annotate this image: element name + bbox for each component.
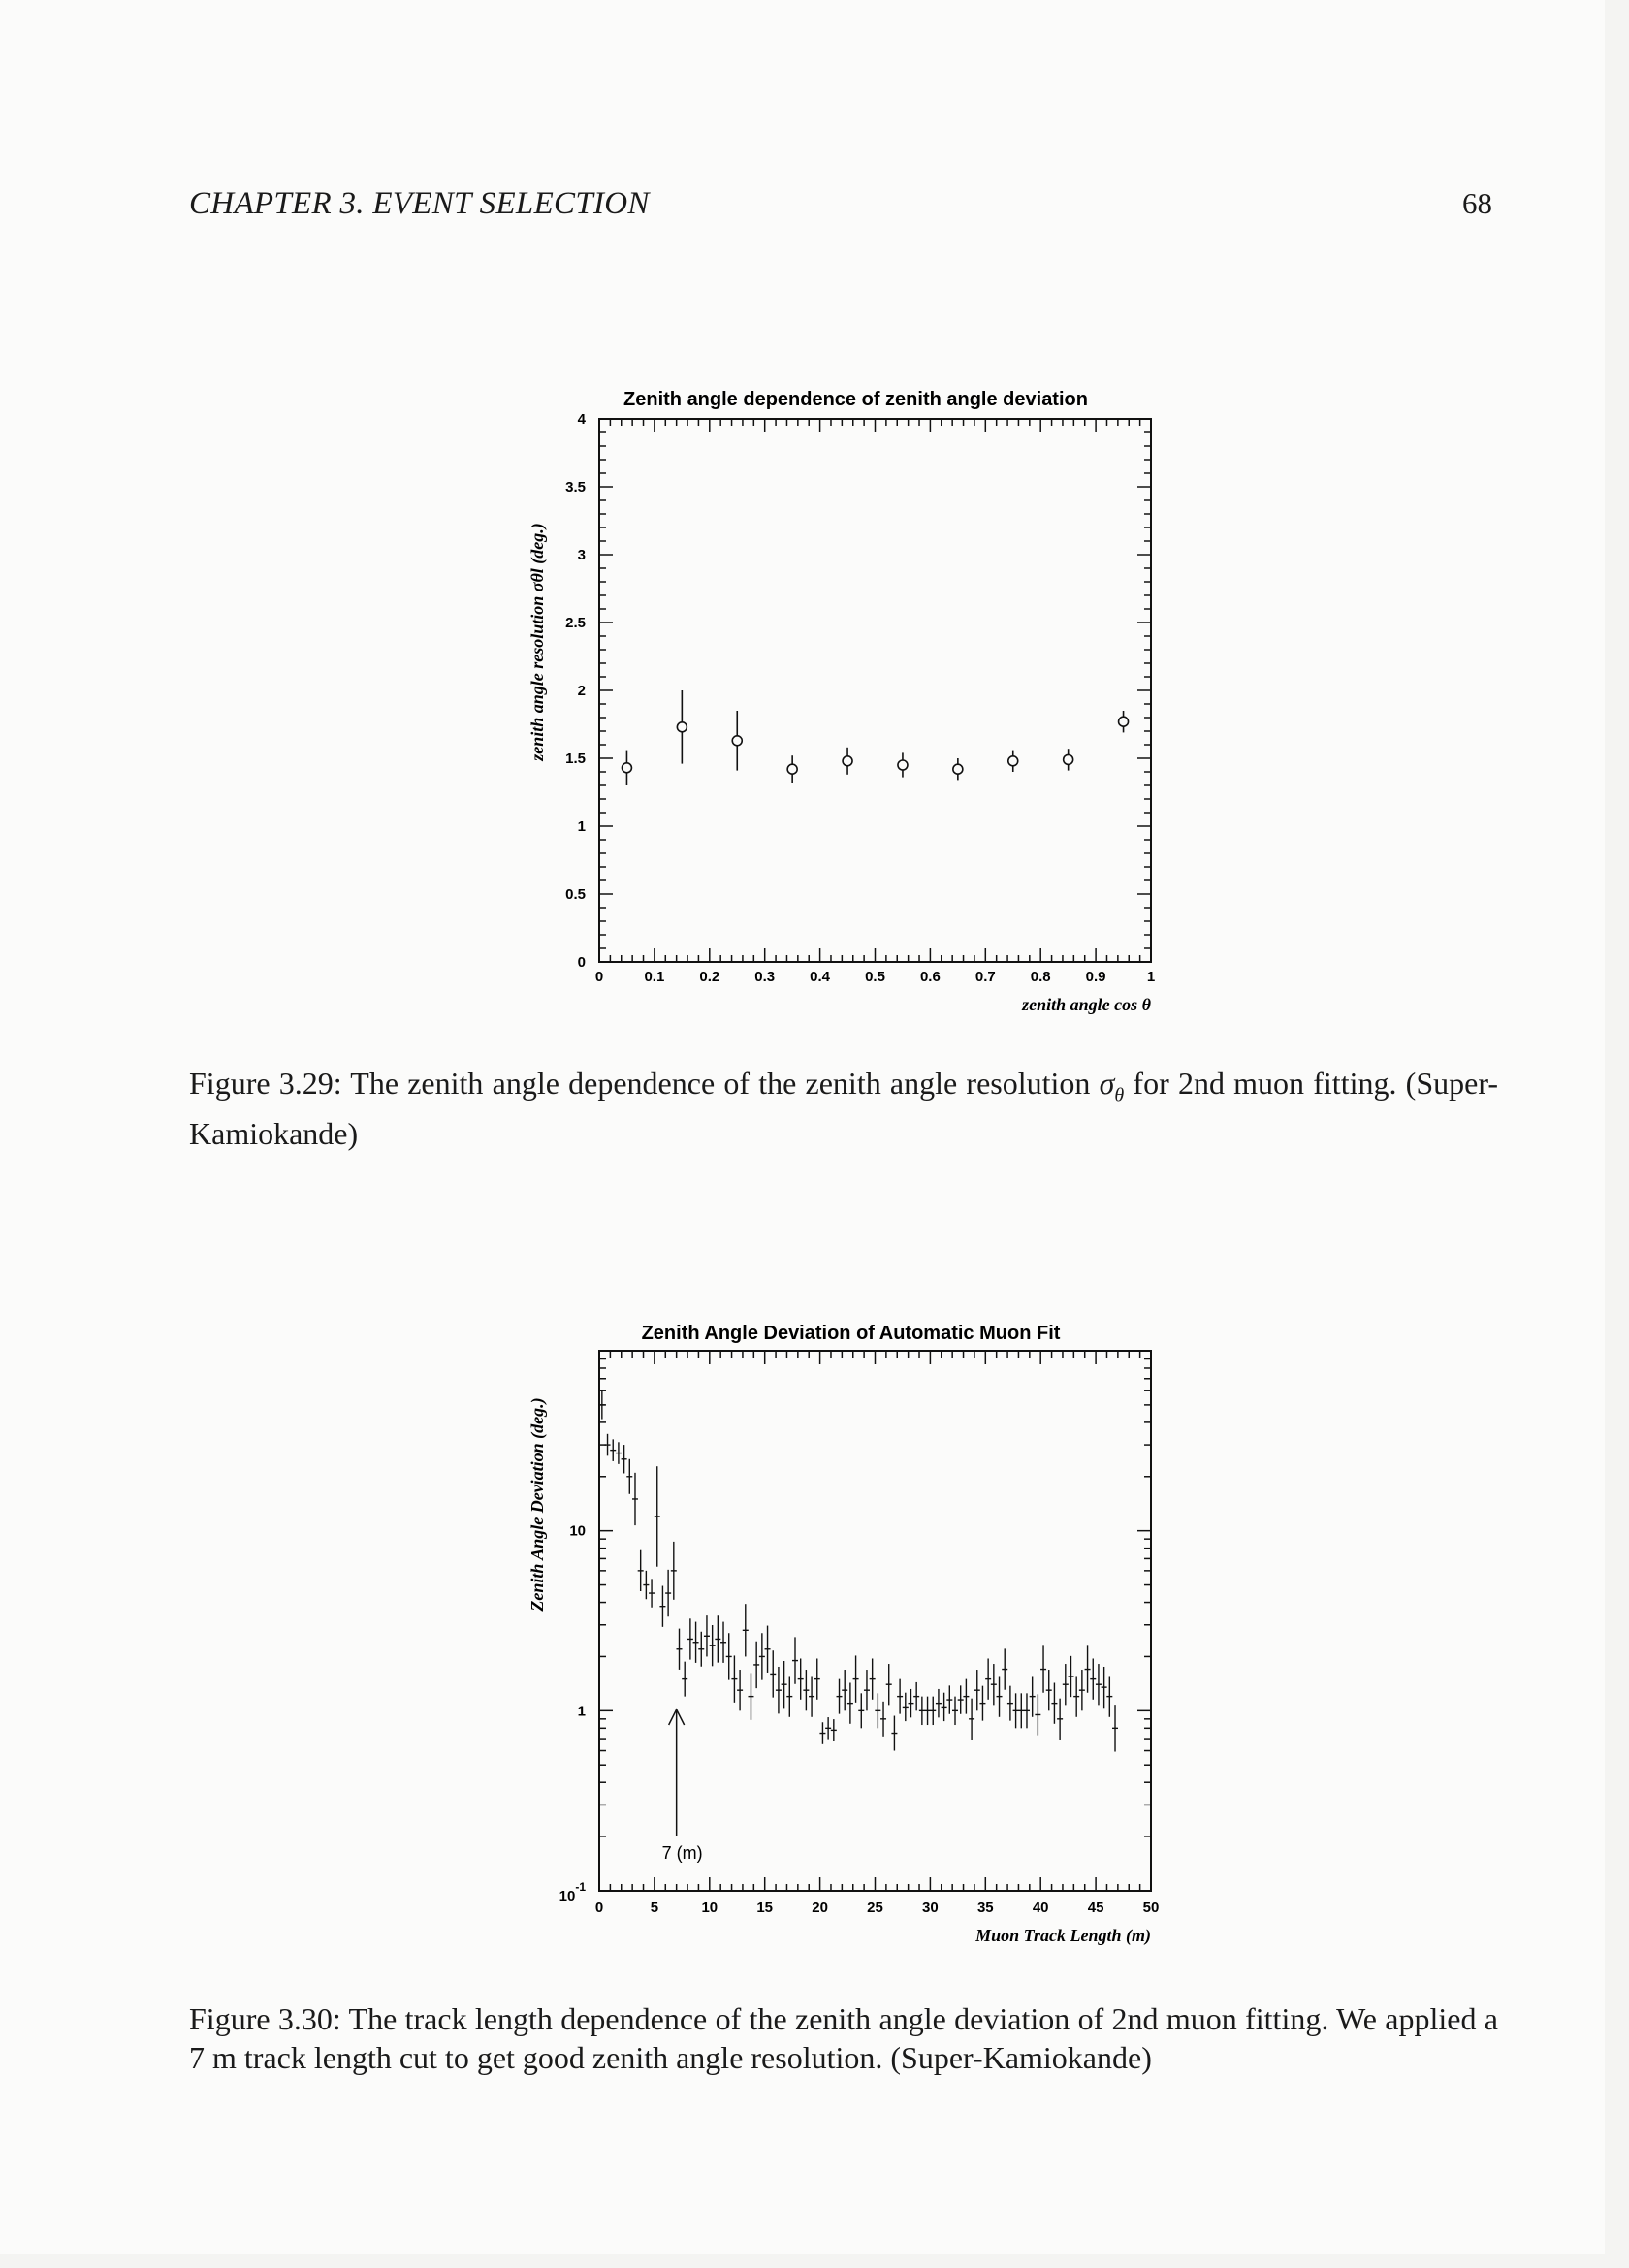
x-tick-label: 35: [976, 1900, 994, 1916]
figure-3-30-caption: Figure 3.30: The track length dependence of the zenith angle deviation of 2nd muon fitting. We applied a 7 m track length cut to get good zenith angle resolution. (Super-Kamiokande): [189, 2001, 1498, 2075]
x-tick-label: 30: [922, 1900, 939, 1916]
y-axis-label: Zenith Angle Deviation (deg.): [527, 1397, 547, 1612]
y-tick-label: 1: [577, 818, 586, 835]
x-tick-label: 5: [650, 1900, 659, 1916]
y-tick-label: 0.5: [565, 886, 586, 903]
x-tick-label: 10: [701, 1900, 719, 1916]
x-tick-label: 0.9: [1085, 969, 1106, 985]
y-tick-label: 3.5: [565, 479, 586, 495]
x-axis-label: zenith angle cos θ: [1022, 995, 1151, 1014]
x-tick-label: 0.6: [919, 969, 941, 985]
x-tick-label: 45: [1087, 1900, 1104, 1916]
page-number: 68: [1462, 186, 1492, 220]
plot-frame: [599, 1351, 1151, 1891]
y-tick-label: 4: [577, 411, 586, 428]
y-tick-label: 0: [577, 954, 586, 971]
cut-annotation-label: 7 (m): [661, 1843, 703, 1863]
x-tick-label: 15: [756, 1900, 774, 1916]
x-tick-label: 0.5: [865, 969, 885, 985]
x-tick-label: 25: [867, 1900, 883, 1916]
figure-3-29-caption-text: Figure 3.29: The zenith angle dependence of the zenith angle resolution: [189, 1066, 1100, 1101]
chart-title: Zenith Angle Deviation of Automatic Muon Fit: [641, 1323, 1061, 1344]
x-tick-label: 0.2: [699, 969, 720, 985]
y-tick-label-base: 10: [559, 1888, 576, 1904]
x-tick-label: 40: [1032, 1900, 1049, 1916]
figure-3-29-caption-suffix: for 2nd muon fitting. (Super-Kamiokande): [189, 1066, 1499, 1152]
x-tick-label: 0.3: [754, 969, 776, 985]
x-tick-label: 50: [1142, 1900, 1160, 1916]
y-tick-label: 1: [577, 1703, 586, 1720]
sigma-subscript: θ: [1114, 1084, 1125, 1106]
x-tick-label: 0.4: [810, 969, 831, 985]
sigma-letter: σ: [1099, 1066, 1115, 1101]
running-header: CHAPTER 3. EVENT SELECTION: [189, 186, 650, 221]
y-tick-label: [559, 1880, 587, 1904]
x-axis-label: Muon Track Length (m): [975, 1926, 1151, 1945]
y-tick-label-exponent: -1: [575, 1880, 586, 1894]
x-tick-label: 0: [594, 969, 604, 985]
y-axis-label: zenith angle resolution σθl (deg.): [527, 523, 547, 761]
y-tick-label: 2.5: [565, 615, 586, 631]
y-tick-label: 10: [569, 1522, 586, 1540]
x-tick-label: 0: [594, 1900, 604, 1916]
y-tick-label: 1.5: [565, 751, 586, 767]
y-tick-label: 3: [577, 547, 586, 563]
y-tick-label: 2: [577, 683, 586, 699]
chart-title: Zenith angle dependence of zenith angle deviation: [623, 389, 1088, 410]
x-tick-label: 0.7: [974, 969, 996, 985]
x-tick-label: 20: [812, 1900, 828, 1916]
x-tick-label: 1: [1146, 969, 1156, 985]
x-tick-label: 0.8: [1030, 969, 1051, 985]
x-tick-label: 0.1: [644, 969, 665, 985]
